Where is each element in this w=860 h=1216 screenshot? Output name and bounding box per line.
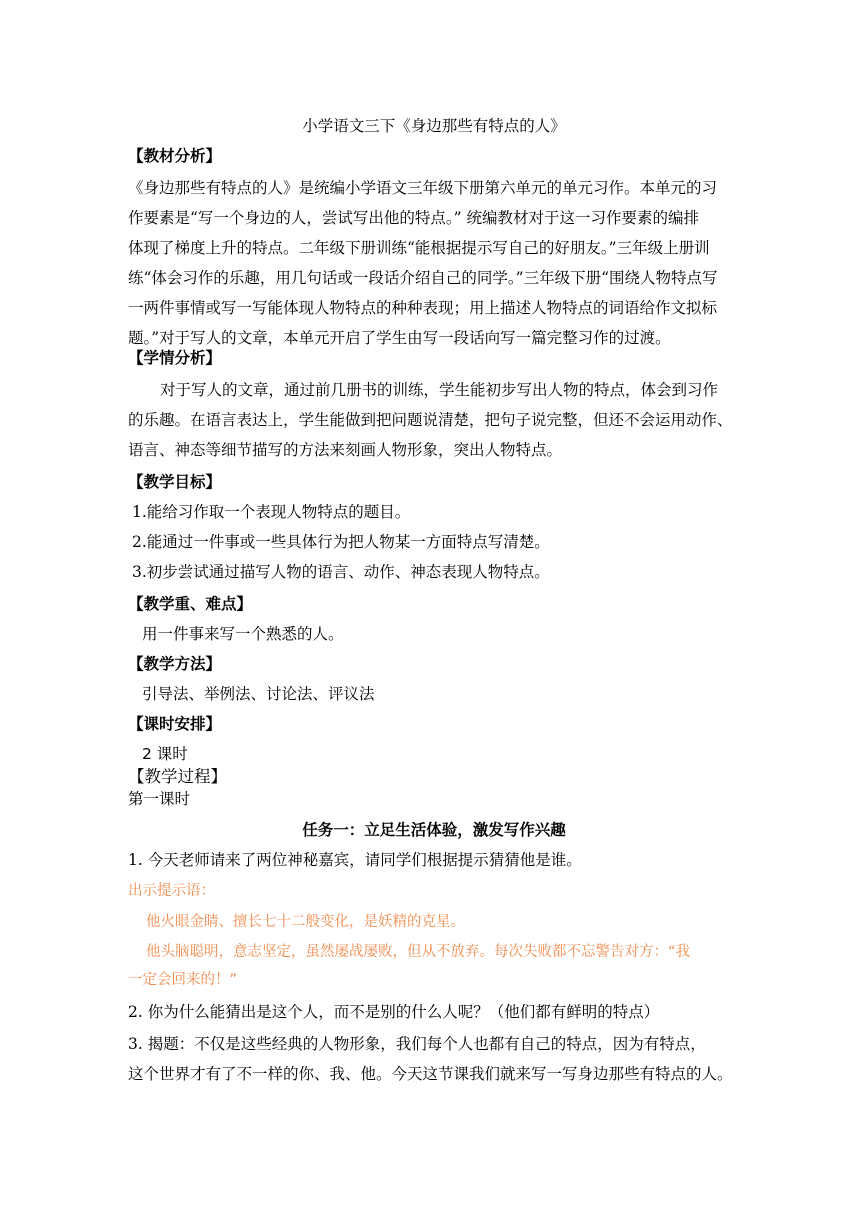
heading-teaching-goals: 【教学目标】 — [128, 473, 222, 491]
hint-1: 他火眼金睛、擅长七十二般变化，是妖精的克星。 — [146, 914, 465, 930]
paragraph-line: 题。”对于写人的文章，本单元开启了学生由写一段话向写一篇完整习作的过渡。 — [128, 329, 671, 347]
key-points-text: 用一件事来写一个熟悉的人。 — [142, 625, 344, 643]
step-3: 3. 揭题：不仅是这些经典的人物形象，我们每个人也都有自己的特点，因为有特点， — [128, 1035, 706, 1053]
heading-teaching-process: 【教学过程】 — [128, 767, 227, 786]
goal-item: 3.初步尝试通过描写人物的语言、动作、神态表现人物特点。 — [132, 563, 550, 581]
paragraph-line: 一两件事情或写一写能体现人物特点的种种表现；用上描述人物特点的词语给作文拟标 — [128, 299, 718, 317]
heading-material-analysis: 【教材分析】 — [128, 147, 222, 165]
goal-item: 1.能给习作取一个表现人物特点的题目。 — [132, 503, 411, 521]
heading-teaching-methods: 【教学方法】 — [128, 655, 222, 673]
page-title: 小学语文三下《身边那些有特点的人》 — [302, 117, 566, 135]
hint-2: 他头脑聪明，意志坚定，虽然屡战屡败，但从不放弃。每次失败都不忘警告对方：“我 — [146, 944, 691, 960]
hint-2-continued: 一定会回来的！” — [128, 972, 238, 988]
paragraph-line: 练“体会习作的乐趣，用几句话或一段话介绍自己的同学。”三年级下册“围绕人物特点写 — [128, 269, 718, 287]
paragraph-line: 的乐趣。在语言表达上，学生能做到把问题说清楚，把句子说完整，但还不会运用动作、 — [128, 411, 733, 429]
heading-student-analysis: 【学情分析】 — [128, 349, 222, 367]
lesson-label: 第一课时 — [128, 790, 191, 808]
task-title: 任务一：立足生活体验，激发写作兴趣 — [302, 821, 566, 839]
step-3-continued: 这个世界才有了不一样的你、我、他。今天这节课我们就来写一写身边那些有特点的人。 — [128, 1065, 733, 1083]
paragraph-line: 对于写人的文章，通过前几册书的训练，学生能初步写出人物的特点，体会到习作 — [160, 381, 719, 399]
heading-schedule: 【课时安排】 — [128, 715, 222, 733]
paragraph-line: 作要素是“写一个身边的人，尝试写出他的特点。” 统编教材对于这一习作要素的编排 — [128, 209, 700, 227]
step-1: 1. 今天老师请来了两位神秘嘉宾，请同学们根据提示猜猜他是谁。 — [128, 851, 582, 869]
schedule-text: 2 课时 — [142, 745, 188, 763]
goal-item: 2.能通过一件事或一些具体行为把人物某一方面特点写清楚。 — [132, 533, 550, 551]
paragraph-line: 语言、神态等细节描写的方法来刻画人物形象，突出人物特点。 — [128, 441, 563, 459]
methods-text: 引导法、举例法、讨论法、评议法 — [142, 685, 375, 703]
paragraph-line: 《身边那些有特点的人》是统编小学语文三年级下册第六单元的单元习作。本单元的习 — [128, 179, 718, 197]
hint-label: 出示提示语： — [128, 883, 215, 899]
step-2: 2. 你为什么能猜出是这个人，而不是别的什么人呢？（他们都有鲜明的特点） — [128, 1003, 660, 1021]
heading-key-points: 【教学重、难点】 — [128, 595, 253, 613]
paragraph-line: 体现了梯度上升的特点。二年级下册训练“能根据提示写自己的好朋友。”三年级上册训 — [128, 239, 710, 257]
